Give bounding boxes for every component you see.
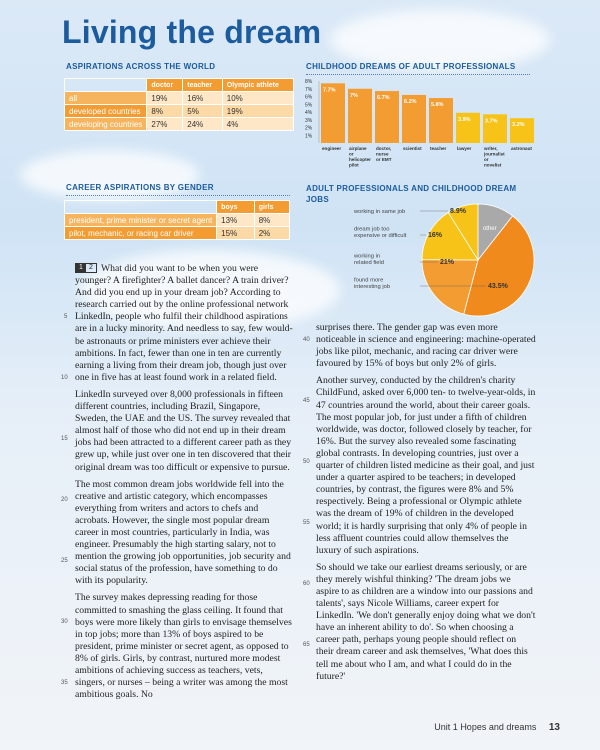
bar-value-label: 7% bbox=[350, 92, 358, 99]
cell-value: 4% bbox=[222, 118, 293, 131]
bar-value-label: 3.9% bbox=[458, 116, 471, 123]
paragraph-text: What did you want to be when you were younger? A firefighter? A ballet dancer? A train driver? And did you end up in your dream job? According to research carried out by the online professional network LinkedIn, people who fulfil their childhood aspirations are in a lucky minority. And needless to say, few would-be astronauts or prime ministers ever achieve their ambitions. In fact, fewer than one in ten are currently earning a living from their dream job, though just over one in five has at least found work in a related field. bbox=[75, 263, 293, 383]
article-column-1 bbox=[75, 263, 293, 706]
page-title: Living the dream bbox=[62, 14, 322, 50]
x-category-label: or bbox=[484, 157, 489, 162]
x-category-label: lawyer bbox=[457, 146, 472, 151]
article-paragraph bbox=[75, 263, 293, 384]
line-number: 60 bbox=[303, 581, 310, 587]
cell-value: 13% bbox=[217, 214, 255, 227]
x-category-label: novelist bbox=[484, 162, 502, 168]
footer-unit-title: Hopes and dreams bbox=[460, 722, 537, 732]
article-column-2 bbox=[316, 322, 536, 688]
article-paragraph: The survey makes depressing reading for those committed to smashing the glass ceiling. It found that boys were more likely than girls to envisage themselves in top jobs; more than 13% of boys aspired to be president, prime minister or secret agent, as opposed to 8% of girls. Girls, by contrast, nurtured more modest ambitions of achieving success as teachers, vets, singers, or nurses – being a writer was among the most ambitious goals. No bbox=[75, 592, 292, 701]
x-category-label: or bbox=[349, 151, 354, 157]
background-cloud bbox=[330, 10, 550, 70]
x-category-label: astronaut bbox=[511, 146, 532, 151]
x-category-label: pilot bbox=[349, 162, 359, 168]
column-header: teacher bbox=[183, 79, 223, 92]
x-category-label: nurse bbox=[376, 151, 389, 157]
x-category-label: teacher bbox=[430, 146, 447, 151]
row-label: president, prime minister or secret agent bbox=[65, 214, 217, 227]
article-paragraph: Another survey, conducted by the children's charity ChildFund, asked over 6,000 ten- to twelve-year-olds, in 47 countries around the world, about their career goals. The most popular job, for just under a fifth of children worldwide, was doctor, followed closely by teacher, for 16%. But the survey also revealed some fascinating global contrasts. In developing countries, just over a quarter of children listed medicine as their goal, and just under a quarter aspired to be teachers; in developed countries, by contrast, the figures were 8% and 5% respectively. Being a professional or Olympic athlete was the dream of 19% of children in the developed world; it is hardly surprising that only 4% of people in less affluent countries could allow themselves the luxury of such aspirations. bbox=[316, 375, 536, 556]
cell-value: 16% bbox=[183, 92, 223, 105]
aspirations-heading: ASPIRATIONS ACROSS THE WORLD bbox=[66, 62, 216, 71]
pie-value-label: other bbox=[482, 226, 497, 233]
aspirations-table bbox=[64, 78, 294, 131]
cell-value: 2% bbox=[254, 227, 289, 240]
career-gender-table bbox=[64, 200, 290, 240]
cell-value: 8% bbox=[147, 105, 183, 118]
cell-value: 15% bbox=[217, 227, 255, 240]
article-paragraph: surprises there. The gender gap was even more noticeable in science and engineering: machine-operated jobs like pilot, mechanic, and racing car driver were favoured by 15% of boys but only 2% of girls. bbox=[316, 322, 536, 370]
y-tick-label: 3% bbox=[305, 117, 313, 124]
pie-value-label: 43.5% bbox=[488, 283, 508, 290]
pie-slice-label: dream job too bbox=[354, 226, 390, 233]
dream-jobs-pie-chart bbox=[300, 200, 540, 320]
bar-value-label: 5.8% bbox=[431, 102, 444, 109]
line-number: 45 bbox=[303, 398, 310, 404]
y-tick-label: 7% bbox=[305, 86, 313, 93]
bar-chart-title: CHILDHOOD DREAMS OF ADULT PROFESSIONALS bbox=[306, 62, 530, 75]
line-number: 5 bbox=[64, 314, 68, 320]
line-number: 30 bbox=[61, 619, 68, 625]
cell-value: 5% bbox=[183, 105, 223, 118]
y-tick-label: 4% bbox=[305, 110, 313, 116]
y-tick-label: 5% bbox=[305, 102, 313, 109]
cell-value: 24% bbox=[183, 118, 223, 131]
line-number: 15 bbox=[61, 436, 68, 442]
pie-slice-label: interesting job bbox=[354, 284, 391, 290]
column-header: girls bbox=[254, 201, 289, 214]
row-label: developed countries bbox=[65, 105, 147, 118]
y-tick-label: 2% bbox=[305, 125, 313, 132]
column-header: boys bbox=[217, 201, 255, 214]
y-tick-label: 8% bbox=[305, 79, 313, 85]
column-header: doctor bbox=[147, 79, 183, 92]
career-gender-heading: CAREER ASPIRATIONS BY GENDER bbox=[66, 183, 290, 196]
line-number: 25 bbox=[61, 558, 68, 564]
line-number: 20 bbox=[61, 497, 68, 503]
x-category-label: helicopter bbox=[349, 157, 371, 162]
pie-slice-label: related field bbox=[354, 260, 384, 266]
cell-value: 10% bbox=[222, 92, 293, 105]
bar-value-label: 6.2% bbox=[404, 98, 417, 105]
page-number: 13 bbox=[548, 722, 560, 733]
audio-track-cd: 1 bbox=[76, 264, 86, 272]
article-paragraph: The most common dream jobs worldwide fell into the creative and artistic category, which encompasses everything from writers and actors to chefs and acrobats. However, the single most popular dream career in most countries, particularly in India, was engineer. Presumably the high starting salary, not to mention the growing job opportunities, job security and social status of the profession, have something to do with its popularity. bbox=[75, 478, 291, 587]
line-number: 65 bbox=[303, 642, 310, 648]
pie-slice-label: working in same job bbox=[354, 209, 406, 215]
bar-value-label: 3.7% bbox=[485, 118, 498, 125]
cell-value: 27% bbox=[147, 118, 183, 131]
pie-slice-label: expensive or difficult bbox=[354, 233, 407, 239]
y-tick-label: 6% bbox=[305, 94, 313, 101]
pie-value-label: 16% bbox=[428, 232, 443, 239]
pie-chart-title-text: ADULT PROFESSIONALS AND CHILDHOOD DREAM JOBS bbox=[306, 184, 517, 204]
audio-track-number: 2 bbox=[89, 263, 93, 271]
line-number: 10 bbox=[61, 375, 68, 381]
bar-value-label: 6.7% bbox=[377, 95, 390, 102]
pie-value-label: 21% bbox=[440, 259, 455, 266]
x-category-label: scientist bbox=[403, 146, 422, 151]
pie-slice-label: found more bbox=[354, 277, 384, 284]
column-header: Olympic athlete bbox=[222, 79, 293, 92]
row-label: pilot, mechanic, or racing car driver bbox=[65, 227, 217, 240]
x-category-label: airplane bbox=[349, 146, 367, 151]
y-tick-label: 1% bbox=[305, 133, 313, 140]
line-number: 55 bbox=[303, 520, 310, 526]
childhood-dreams-bar-chart bbox=[305, 77, 535, 177]
line-number: 40 bbox=[303, 337, 310, 343]
x-category-label: doctor, bbox=[376, 146, 392, 151]
x-category-label: engineer bbox=[322, 146, 342, 151]
x-category-label: writer, bbox=[484, 146, 498, 151]
pie-value-label: 8.9% bbox=[450, 208, 466, 215]
bar-value-label: 7.7% bbox=[323, 87, 336, 94]
cell-value: 19% bbox=[222, 105, 293, 118]
article-paragraph: So should we take our earliest dreams seriously, or are they merely wishful thinking? 'The dream jobs we aspire to as children are a window into our passions and talents', says Nicole Williams, career expert for LinkedIn. 'We don't generally enjoy doing what we don't have an inherent ability to do'. So when choosing a career path, perhaps young people should reflect on their dream career and ask themselves, 'What does this tell me about who I am, and what I could do in the future?' bbox=[316, 561, 536, 682]
page-footer bbox=[434, 722, 560, 733]
x-category-label: journalist bbox=[484, 151, 505, 157]
cell-value: 8% bbox=[254, 214, 289, 227]
pie-slice-label: working in bbox=[354, 253, 381, 260]
footer-unit: Unit 1 bbox=[434, 722, 458, 732]
bar-value-label: 3.2% bbox=[512, 122, 525, 129]
x-category-label: or EMT bbox=[376, 157, 392, 162]
article-paragraph: LinkedIn surveyed over 8,000 professionals in fifteen different countries, including Brazil, Singapore, Sweden, the UAE and the US. The survey revealed that almost half of those who did not end up in their dream jobs had been attracted to a different career path as they grew up, while just over one in ten discovered that their original dream was too difficult or expensive to pursue. bbox=[75, 388, 292, 473]
line-number: 50 bbox=[303, 459, 310, 465]
cell-value: 19% bbox=[147, 92, 183, 105]
line-number: 35 bbox=[61, 680, 68, 686]
audio-track-icon[interactable] bbox=[75, 263, 97, 273]
row-label: all bbox=[65, 92, 147, 105]
row-label: developing countries bbox=[65, 118, 147, 131]
